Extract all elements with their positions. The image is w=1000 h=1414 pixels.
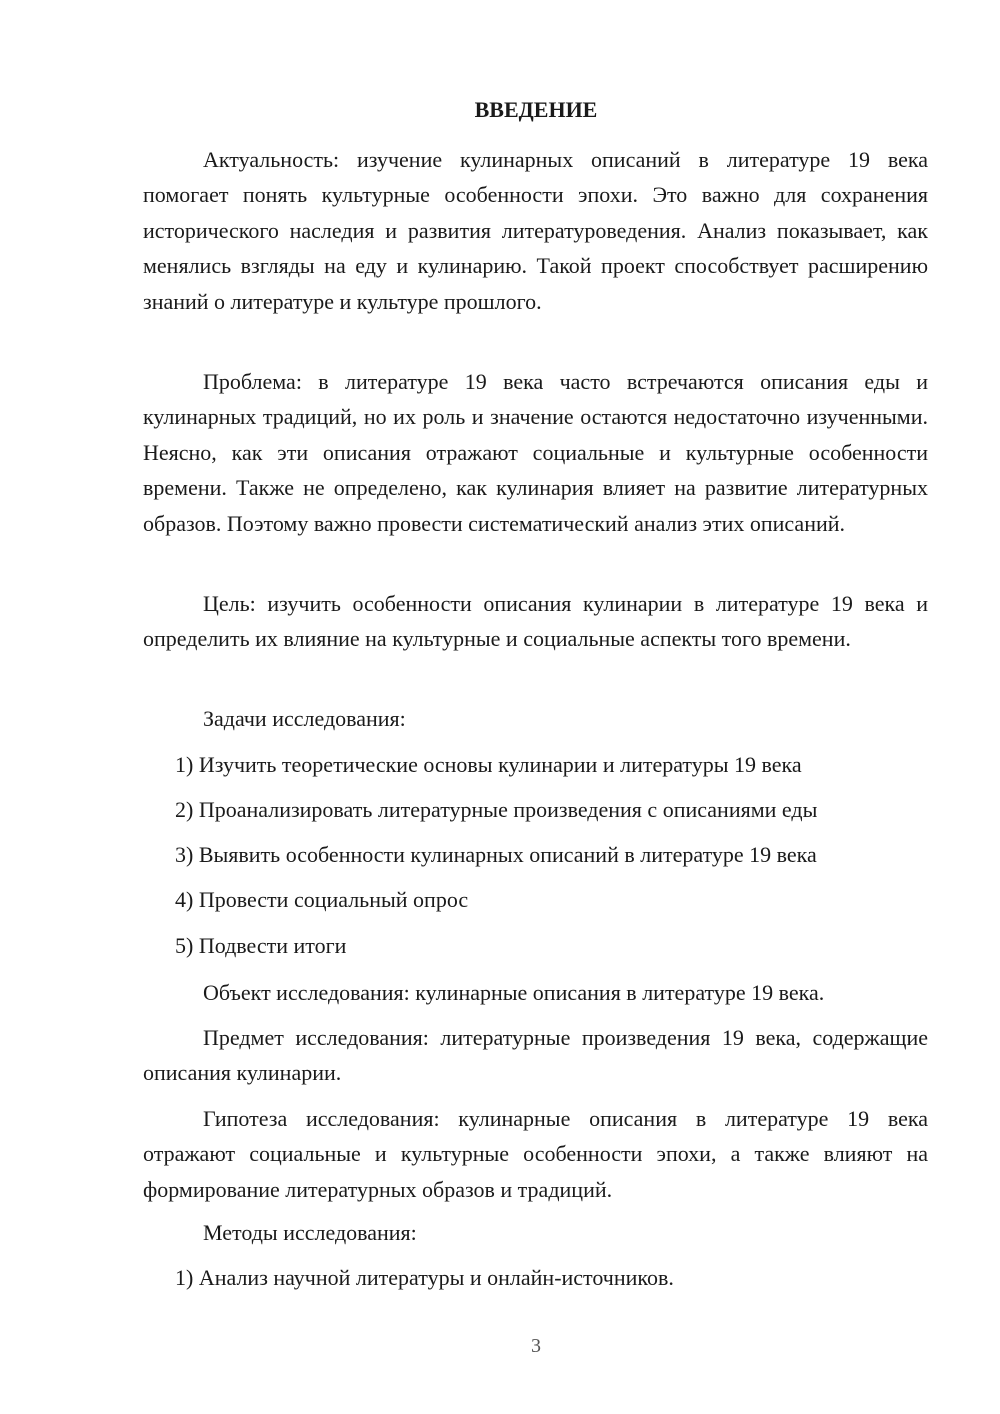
task-item-2: 2) Проанализировать литературные произведения с описаниями еды xyxy=(175,797,818,822)
relevance-paragraph: Актуальность: изучение кулинарных описаний в литературе 19 века помогает понять культурные особенности эпохи. Это важно для сохранения исторического наследия и развития литературоведения. Анализ показывает, как менялись взгляды на еду и кулинарию. Такой проект способствует расширению знаний о литературе и культуре прошлого. xyxy=(143,147,928,314)
methods-heading: Методы исследования: xyxy=(203,1220,417,1245)
task-item-1: 1) Изучить теоретические основы кулинарии и литературы 19 века xyxy=(175,752,802,777)
page-heading: ВВЕДЕНИЕ xyxy=(474,97,598,122)
hypothesis-paragraph: Гипотеза исследования: кулинарные описания в литературе 19 века отражают социальные и культурные особенности эпохи, а также влияют на формирование литературных образов и традиций. xyxy=(143,1106,928,1202)
page-number: 3 xyxy=(531,1335,541,1357)
goal-paragraph: Цель: изучить особенности описания кулинарии в литературе 19 века и определить их влияние на культурные и социальные аспекты того времени. xyxy=(143,591,928,652)
subject-paragraph: Предмет исследования: литературные произведения 19 века, содержащие описания кулинарии. xyxy=(143,1025,928,1086)
task-item-3: 3) Выявить особенности кулинарных описаний в литературе 19 века xyxy=(175,842,817,867)
method-item-1: 1) Анализ научной литературы и онлайн-источников. xyxy=(175,1265,674,1290)
task-item-5: 5) Подвести итоги xyxy=(175,933,347,958)
problem-paragraph: Проблема: в литературе 19 века часто встречаются описания еды и кулинарных традиций, но их роль и значение остаются недостаточно изученными. Неясно, как эти описания отражают социальные и культурные особенности времени. Также не определено, как кулинария влияет на развитие литературных образов. Поэтому важно провести систематический анализ этих описаний. xyxy=(143,369,928,536)
task-item-4: 4) Провести социальный опрос xyxy=(175,887,469,912)
object-paragraph: Объект исследования: кулинарные описания в литературе 19 века. xyxy=(203,980,825,1005)
tasks-heading: Задачи исследования: xyxy=(203,706,406,731)
